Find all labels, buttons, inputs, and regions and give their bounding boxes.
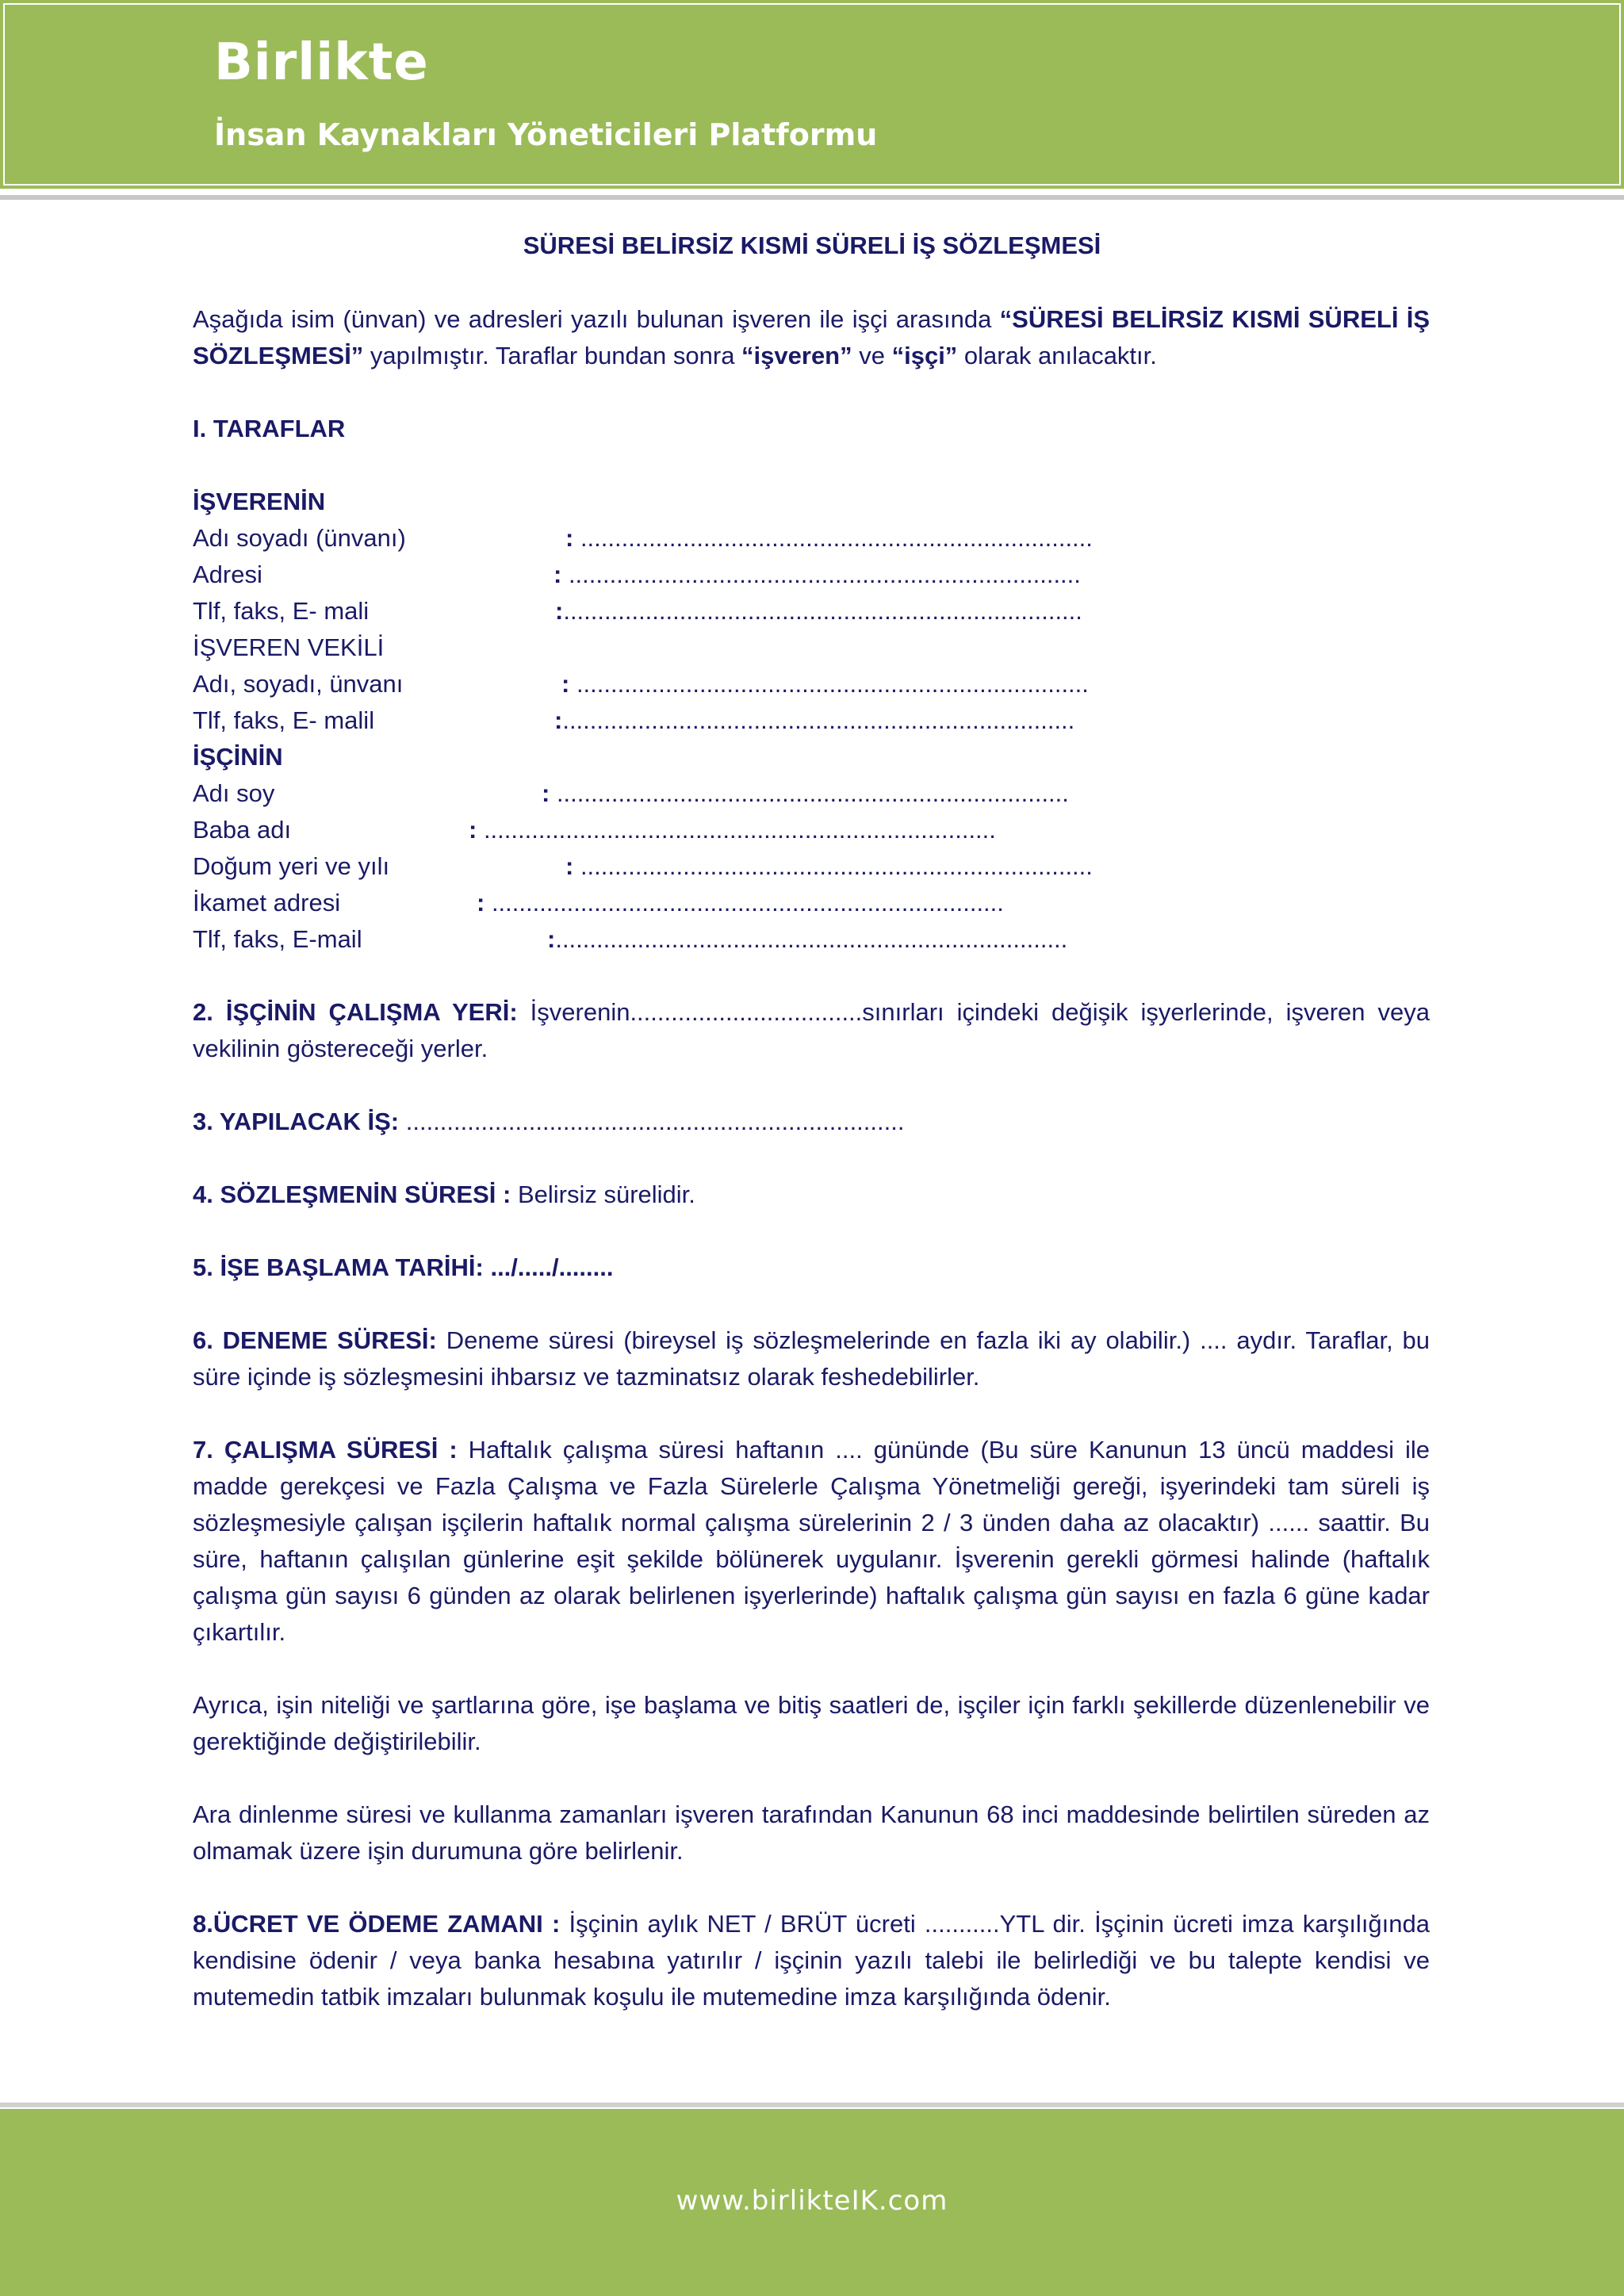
header-band bbox=[0, 0, 1624, 195]
intro-text-g: olarak anılacaktır. bbox=[957, 342, 1157, 369]
employer-heading-row bbox=[193, 484, 1430, 520]
employee-father-row bbox=[193, 812, 1430, 848]
field-value[interactable]: : ........................................................................... bbox=[565, 524, 1093, 552]
section-wage bbox=[193, 1906, 1430, 2015]
field-label: Doğum yeri ve yılı bbox=[193, 852, 390, 880]
section-working-hours-text: Haftalık çalışma süresi haftanın .... gününde (Bu süre Kanunun 13 üncü maddesi ile madde gerekçesi ve Fazla Çalışma ve Fazla Sürelerle Çalışma Yönetmeliği gereği, işyerindeki tam süreli iş sözleşmesiyle çalışan işçilerin haftalık normal çalışma sürelerinin 2 / 3 ünden daha az olacaktır) ...... saattir. Bu süre, haftanın çalışılan günlerine eşit şekilde bölünerek uygulanır. İşverenin gerekli görmesi halinde (haftalık çalışma gün sayısı 6 günden az olarak belirlenen işyerlerinde) haftalık çalışma gün sayısı en fazla 6 güne kadar çıkartılır. bbox=[193, 1436, 1430, 1646]
employer-contact-row bbox=[193, 593, 1430, 629]
section-job-heading: 3. YAPILACAK İŞ: bbox=[193, 1108, 400, 1135]
intro-term-employee: “işçi” bbox=[891, 342, 958, 369]
field-value[interactable]: : ........................................................................... bbox=[477, 889, 1004, 916]
field-label: İkamet adresi bbox=[193, 889, 341, 916]
brand-title: Birlikte bbox=[214, 33, 429, 92]
section-probation-heading: 6. DENEME SÜRESİ: bbox=[193, 1326, 437, 1354]
field-label: Adı soy bbox=[193, 779, 275, 807]
field-label: Baba adı bbox=[193, 816, 292, 844]
paragraph-additionally: Ayrıca, işin niteliği ve şartlarına göre, işe başlama ve bitiş saatleri de, işçiler için farklı şekillerde düzenlenebilir ve gerektiğinde değiştirilebilir. bbox=[193, 1691, 1430, 1755]
section-workplace-heading: 2. İŞÇİNİN ÇALIŞMA YERİ: bbox=[193, 998, 518, 1026]
field-value[interactable]: : ........................................................................... bbox=[469, 816, 996, 844]
field-value[interactable]: :............................................................................ bbox=[555, 597, 1082, 625]
field-value[interactable]: : ........................................................................... bbox=[553, 561, 1081, 588]
intro-term-employer: “işveren” bbox=[741, 342, 852, 369]
section-working-hours-heading: 7. ÇALIŞMA SÜRESİ : bbox=[193, 1436, 458, 1464]
employee-birth-row bbox=[193, 848, 1430, 885]
brand-subtitle: İnsan Kaynakları Yöneticileri Platformu bbox=[214, 117, 878, 152]
intro-text-a: Aşağıda isim (ünvan) ve adresleri yazılı bulunan işveren ile işçi arasında bbox=[193, 305, 1000, 333]
section-duration-heading: 4. SÖZLEŞMENİN SÜRESİ : bbox=[193, 1181, 511, 1208]
section-parties-heading: I. TARAFLAR bbox=[193, 415, 346, 442]
section-probation bbox=[193, 1322, 1430, 1395]
employee-address-row bbox=[193, 885, 1430, 921]
field-label: Adı, soyadı, ünvanı bbox=[193, 670, 404, 698]
field-label: Tlf, faks, E- malil bbox=[193, 706, 375, 734]
intro-contract-name: “SÜRESİ BELİRSİZ KISMİ SÜRELİ İŞ SÖZLEŞMESİ” bbox=[193, 305, 1430, 369]
employer-name-row bbox=[193, 520, 1430, 557]
section-workplace bbox=[193, 994, 1430, 1067]
employer-address-row bbox=[193, 557, 1430, 593]
field-value[interactable]: : ........................................................................... bbox=[542, 779, 1069, 807]
section-start-date-heading: 5. İŞE BAŞLAMA TARİHİ: .../...../........ bbox=[193, 1253, 614, 1281]
employer-agent-heading: İŞVEREN VEKİLİ bbox=[193, 633, 385, 661]
field-value[interactable]: : ........................................................................... bbox=[565, 852, 1093, 880]
intro-paragraph bbox=[193, 301, 1430, 374]
section-job-text: ......................................................................... bbox=[399, 1108, 905, 1135]
field-value[interactable]: :........................................................................... bbox=[554, 706, 1075, 734]
field-label: Adresi bbox=[193, 561, 262, 588]
employee-contact-row bbox=[193, 921, 1430, 958]
paragraph-rest-break: Ara dinlenme süresi ve kullanma zamanları işveren tarafından Kanunun 68 inci maddesinde belirtilen süreden az olmamak üzere işin durumuna göre belirlenir. bbox=[193, 1800, 1430, 1865]
section-job bbox=[193, 1104, 1430, 1140]
agent-contact-row bbox=[193, 702, 1430, 739]
footer-url[interactable]: www.birlikteIK.com bbox=[676, 2185, 948, 2217]
section-probation-text: Deneme süresi (bireysel iş sözleşmelerinde en fazla iki ay olabilir.) .... aydır. Taraflar, bu süre içinde iş sözleşmesini ihbarsız ve tazminatsız olarak feshedebilirler. bbox=[193, 1326, 1431, 1391]
intro-text-c: yapılmıştır. Taraflar bundan sonra bbox=[363, 342, 742, 369]
document-body bbox=[193, 301, 1430, 2052]
footer-divider bbox=[0, 2103, 1624, 2107]
employer-agent-heading-row bbox=[193, 629, 1430, 666]
agent-name-row bbox=[193, 666, 1430, 702]
section-wage-text: İşçinin aylık NET / BRÜT ücreti ...........YTL dir. İşçinin ücreti imza karşılığında kendisine ödenir / veya banka hesabına yatırılır / işçinin yazılı talebi ile belirlediği ve bu talepte kendisi ve mutemedin tatbik imzaları bulunmak koşulu ile mutemedine imza karşılığında ödenir. bbox=[193, 1910, 1431, 2011]
section-working-hours bbox=[193, 1432, 1430, 1651]
section-workplace-text: İşverenin..................................sınırları içindeki değişik işyerlerinde, işveren veya vekilinin göstereceği yerler. bbox=[193, 998, 1430, 1062]
employer-heading: İŞVERENİN bbox=[193, 488, 326, 515]
section-start-date bbox=[193, 1249, 1430, 1286]
field-value[interactable]: : ........................................................................... bbox=[561, 670, 1089, 698]
header-frame bbox=[3, 3, 1621, 186]
parties-form bbox=[193, 484, 1430, 958]
field-label: Tlf, faks, E-mail bbox=[193, 925, 362, 953]
section-duration bbox=[193, 1177, 1430, 1213]
employee-heading-row bbox=[193, 739, 1430, 775]
employee-name-row bbox=[193, 775, 1430, 812]
intro-text-e: ve bbox=[852, 342, 892, 369]
field-value[interactable]: :........................................................................... bbox=[547, 925, 1068, 953]
field-label: Adı soyadı (ünvanı) bbox=[193, 524, 406, 552]
employee-heading: İŞÇİNİN bbox=[193, 743, 283, 771]
document-title: SÜRESİ BELİRSİZ KISMİ SÜRELİ İŞ SÖZLEŞMESİ bbox=[523, 232, 1101, 259]
section-wage-heading: 8.ÜCRET VE ÖDEME ZAMANI : bbox=[193, 1910, 561, 1938]
field-label: Tlf, faks, E- mali bbox=[193, 597, 370, 625]
section-duration-text: Belirsiz sürelidir. bbox=[511, 1181, 695, 1208]
